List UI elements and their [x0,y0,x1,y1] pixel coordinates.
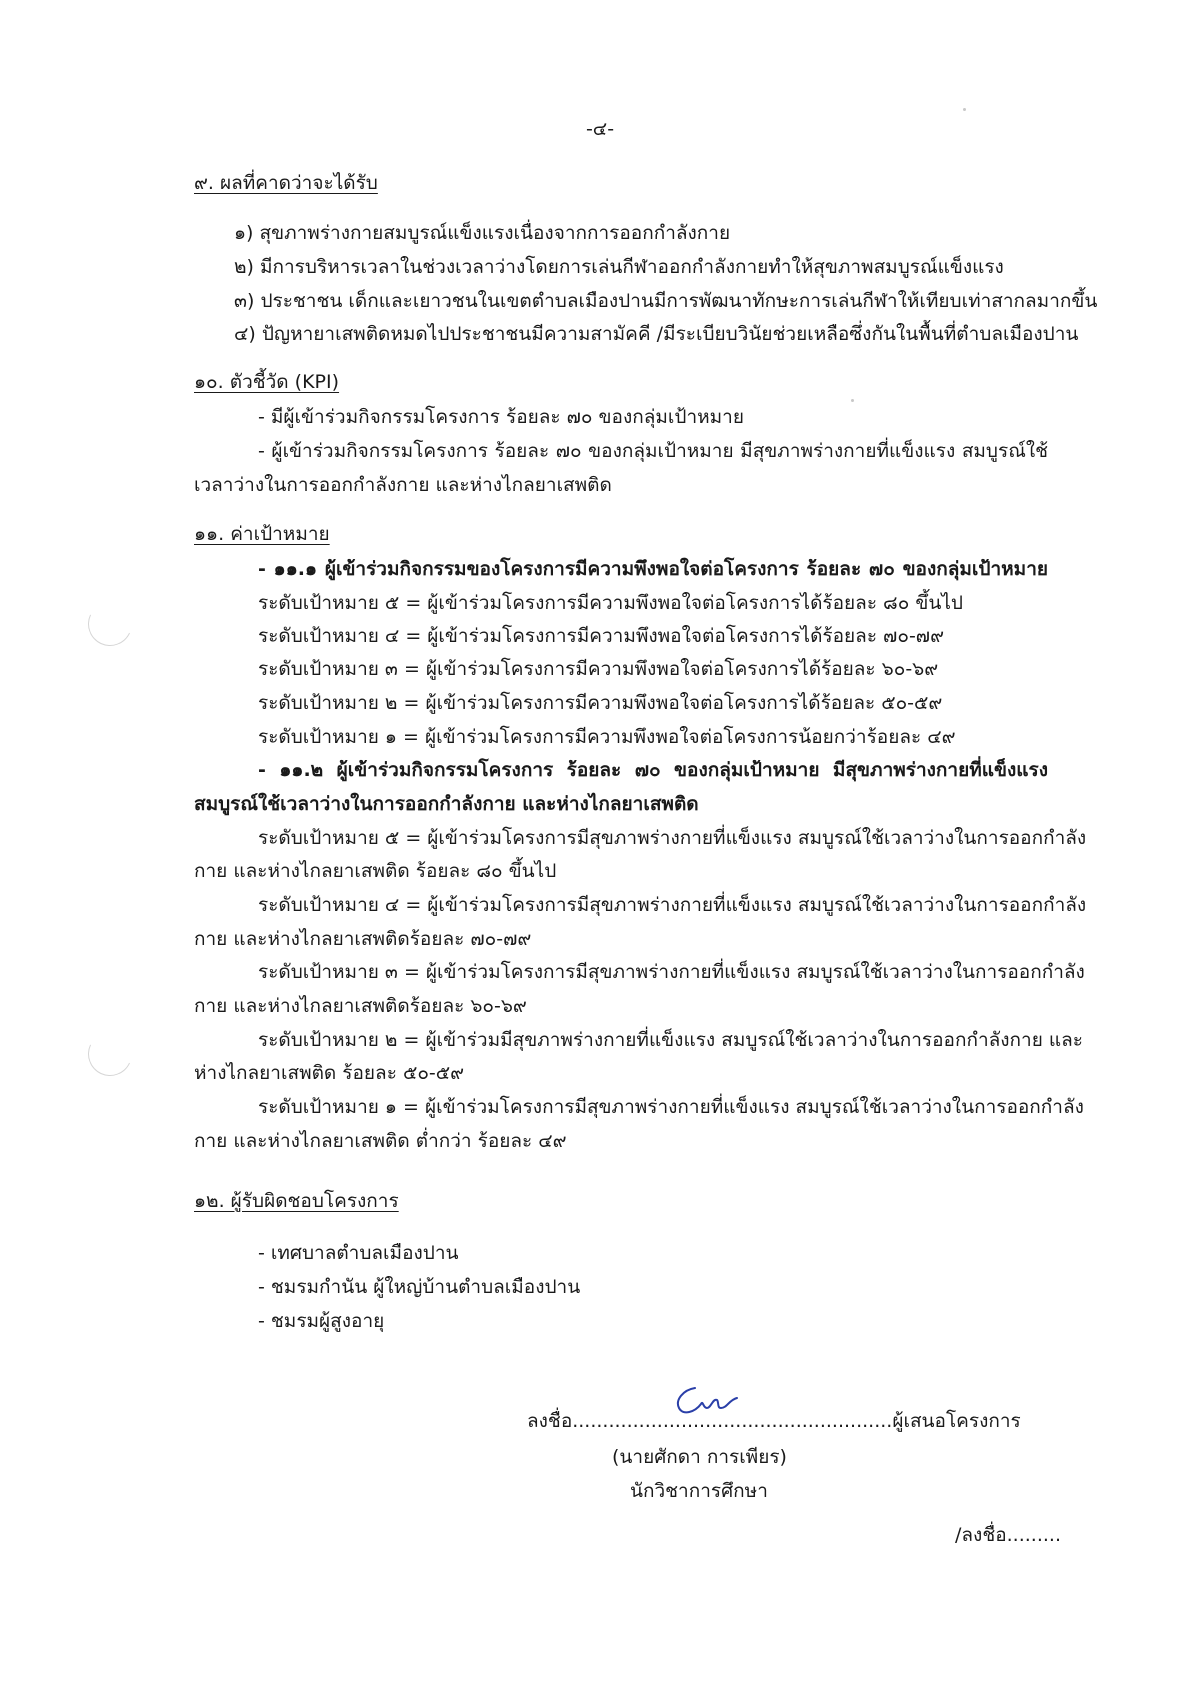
kpi-line: - ผู้เข้าร่วมกิจกรรมโครงการ ร้อยละ ๗๐ ของกลุ่มเป้าหมาย มีสุขภาพร่างกายที่แข็งแรง สมบูรณ์ใช้ [258,440,1048,462]
punch-hole-mark [82,596,138,652]
target-11-2-title-continued: สมบูรณ์ใช้เวลาว่างในการออกกำลังกาย และห่างไกลยาเสพติด [194,793,699,815]
signature-line: ลงชื่อ.....................................................ผู้เสนอโครงการ [527,1410,1021,1432]
section-11-heading: ๑๑. ค่าเป้าหมาย [194,523,330,545]
section-9-item: ๔) ปัญหายาเสพติดหมดไปประชาชนมีความสามัคคี /มีระเบียบวินัยช่วยเหลือซึ่งกันในพื้นที่ตำบลเมืองปาน [234,323,1079,345]
responsible-party: - เทศบาลตำบลเมืองปาน [258,1242,459,1264]
target-level: ระดับเป้าหมาย ๔ = ผู้เข้าร่วมโครงการมีความพึงพอใจต่อโครงการได้ร้อยละ ๗๐-๗๙ [258,625,945,647]
section-9-heading: ๙. ผลที่คาดว่าจะได้รับ [194,172,378,194]
target-level: ระดับเป้าหมาย ๓ = ผู้เข้าร่วมโครงการมีความพึงพอใจต่อโครงการได้ร้อยละ ๖๐-๖๙ [258,658,939,680]
target-11-1-title: - ๑๑.๑ ผู้เข้าร่วมกิจกรรมของโครงการมีความพึงพอใจต่อโครงการ ร้อยละ ๗๐ ของกลุ่มเป้าหมาย [258,558,1048,580]
target-level-continued: ห่างไกลยาเสพติด ร้อยละ ๕๐-๕๙ [194,1062,465,1084]
target-level: ระดับเป้าหมาย ๓ = ผู้เข้าร่วมโครงการมีสุขภาพร่างกายที่แข็งแรง สมบูรณ์ใช้เวลาว่างในการออกกำลัง [258,961,1085,983]
responsible-party: - ชมรมกำนัน ผู้ใหญ่บ้านตำบลเมืองปาน [258,1276,581,1298]
target-level: ระดับเป้าหมาย ๔ = ผู้เข้าร่วมโครงการมีสุขภาพร่างกายที่แข็งแรง สมบูรณ์ใช้เวลาว่างในการออกกำลัง [258,894,1087,916]
target-level-continued: กาย และห่างไกลยาเสพติด ต่ำกว่า ร้อยละ ๔๙ [194,1130,567,1152]
section-10-heading: ๑๐. ตัวชี้วัด (KPI) [194,371,340,393]
section-9-item: ๑) สุขภาพร่างกายสมบูรณ์แข็งแรงเนื่องจากการออกกำลังกาย [234,222,731,244]
scan-speck [963,108,966,111]
scan-speck [851,399,854,402]
signer-position: นักวิชาการศึกษา [630,1480,768,1502]
target-level: ระดับเป้าหมาย ๑ = ผู้เข้าร่วมโครงการมีสุขภาพร่างกายที่แข็งแรง สมบูรณ์ใช้เวลาว่างในการออกกำลัง [258,1096,1084,1118]
kpi-line: - มีผู้เข้าร่วมกิจกรรมโครงการ ร้อยละ ๗๐ ของกลุ่มเป้าหมาย [258,406,744,428]
signer-name: (นายศักดา การเพียร) [612,1446,787,1468]
section-12-heading: ๑๒. ผู้รับผิดชอบโครงการ [194,1190,399,1212]
target-level-continued: กาย และห่างไกลยาเสพติด ร้อยละ ๘๐ ขึ้นไป [194,860,557,882]
page-number: -๔- [585,118,615,140]
section-9-item: ๒) มีการบริหารเวลาในช่วงเวลาว่างโดยการเล่นกีฬาออกกำลังกายทำให้สุขภาพสมบูรณ์แข็งแรง [234,256,1004,278]
section-9-item: ๓) ประชาชน เด็กและเยาวชนในเขตตำบลเมืองปานมีการพัฒนาทักษะการเล่นกีฬาให้เทียบเท่าสากลมากขึ้น [234,290,1098,312]
target-11-2-title: - ๑๑.๒ ผู้เข้าร่วมกิจกรรมโครงการ ร้อยละ ๗๐ ของกลุ่มเป้าหมาย มีสุขภาพร่างกายที่แข็งแรง [258,759,1048,781]
target-level-continued: กาย และห่างไกลยาเสพติดร้อยละ ๖๐-๖๙ [194,995,527,1017]
responsible-party: - ชมรมผู้สูงอายุ [258,1310,385,1332]
continued-marker: /ลงชื่อ......... [955,1524,1061,1546]
target-level: ระดับเป้าหมาย ๕ = ผู้เข้าร่วมโครงการมีความพึงพอใจต่อโครงการได้ร้อยละ ๘๐ ขึ้นไป [258,592,963,614]
target-level-continued: กาย และห่างไกลยาเสพติดร้อยละ ๗๐-๗๙ [194,928,532,950]
target-level: ระดับเป้าหมาย ๒ = ผู้เข้าร่วมมีสุขภาพร่างกายที่แข็งแรง สมบูรณ์ใช้เวลาว่างในการออกกำลังกาย และ [258,1029,1083,1051]
target-level: ระดับเป้าหมาย ๑ = ผู้เข้าร่วมโครงการมีความพึงพอใจต่อโครงการน้อยกว่าร้อยละ ๔๙ [258,726,956,748]
kpi-line-continued: เวลาว่างในการออกกำลังกาย และห่างไกลยาเสพติด [194,474,612,496]
punch-hole-mark [82,1026,138,1082]
target-level: ระดับเป้าหมาย ๒ = ผู้เข้าร่วมโครงการมีความพึงพอใจต่อโครงการได้ร้อยละ ๕๐-๕๙ [258,692,943,714]
target-level: ระดับเป้าหมาย ๕ = ผู้เข้าร่วมโครงการมีสุขภาพร่างกายที่แข็งแรง สมบูรณ์ใช้เวลาว่างในการออกกำลัง [258,827,1087,849]
